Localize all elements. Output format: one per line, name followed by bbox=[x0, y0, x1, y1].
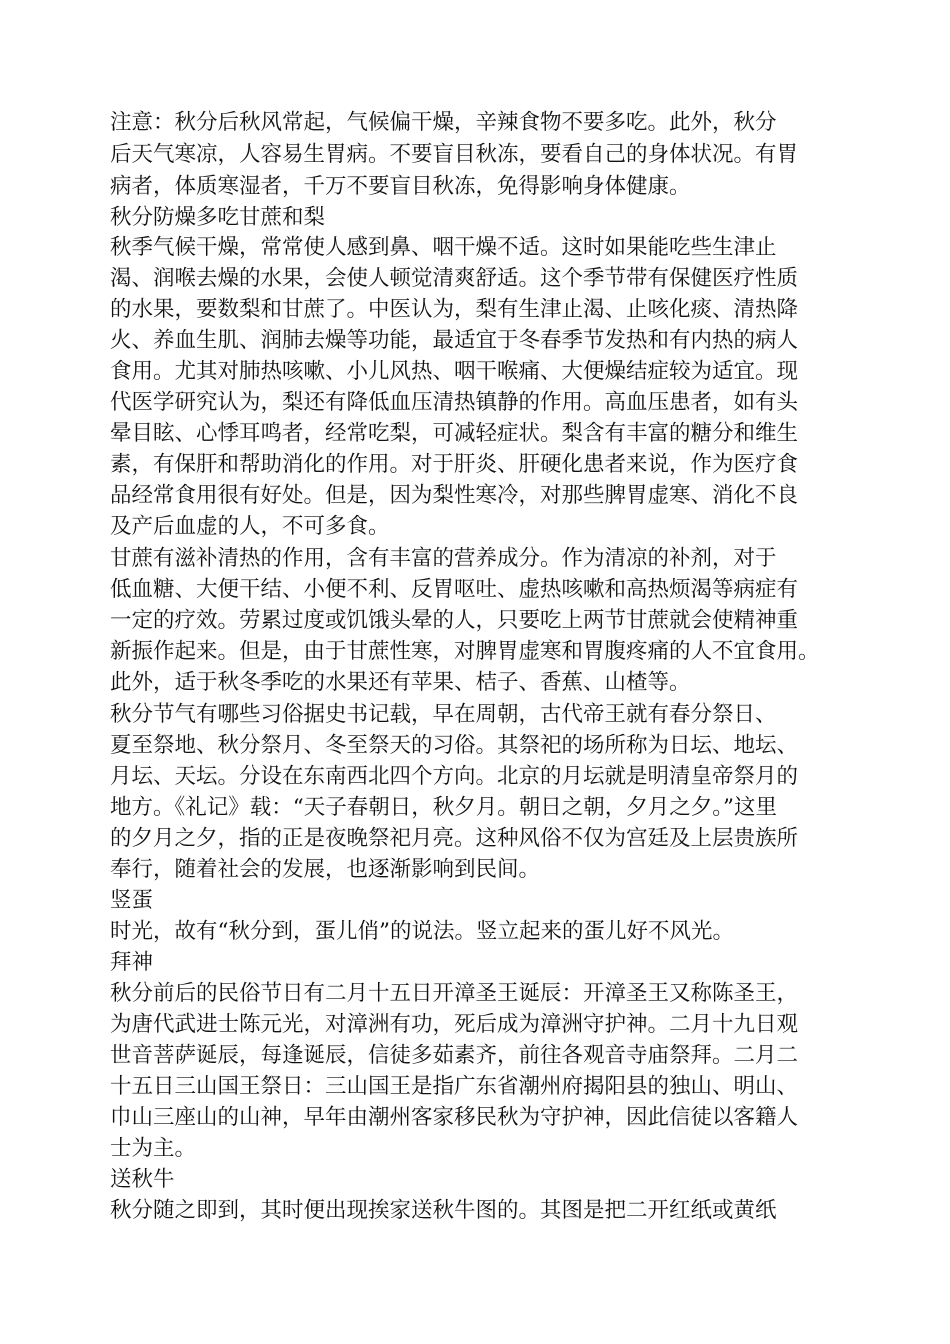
text-line: 甘蔗有滋补清热的作用，含有丰富的营养成分。作为清凉的补剂，对于 bbox=[110, 546, 777, 571]
text-line: 秋分前后的民俗节日有二月十五日开漳圣王诞辰：开漳圣王又称陈圣王， bbox=[110, 981, 799, 1006]
text-line: 奉行，随着社会的发展，也逐渐影响到民间。 bbox=[110, 857, 541, 882]
text-line: 病者，体质寒湿者，千万不要盲目秋冻，免得影响身体健康。 bbox=[110, 174, 691, 199]
text-line: 士为主。 bbox=[110, 1136, 197, 1161]
text-line: 及产后血虚的人，不可多食。 bbox=[110, 514, 390, 539]
section-heading: 送秋牛 bbox=[110, 1167, 175, 1192]
text-line: 夏至祭地、秋分祭月、冬至祭天的习俗。其祭祀的场所称为日坛、地坛、 bbox=[110, 733, 799, 758]
text-line: 食用。尤其对肺热咳嗽、小儿风热、咽干喉痛、大便燥结症较为适宜。现 bbox=[110, 359, 799, 384]
text-line: 一定的疗效。劳累过度或饥饿头晕的人，只要吃上两节甘蔗就会使精神重 bbox=[110, 608, 799, 633]
text-line: 的夕月之夕，指的正是夜晚祭祀月亮。这种风俗不仅为宫廷及上层贵族所 bbox=[110, 826, 799, 851]
text-line: 渴、润喉去燥的水果，会使人顿觉清爽舒适。这个季节带有保健医疗性质 bbox=[110, 266, 799, 291]
text-line: 十五日三山国王祭日：三山国王是指广东省潮州府揭阳县的独山、明山、 bbox=[110, 1074, 799, 1099]
section-heading: 秋分防燥多吃甘蔗和梨 bbox=[110, 205, 326, 230]
text-line: 素，有保肝和帮助消化的作用。对于肝炎、肝硬化患者来说，作为医疗食 bbox=[110, 452, 799, 477]
text-line: 品经常食用很有好处。但是，因为梨性寒冷，对那些脾胃虚寒、消化不良 bbox=[110, 483, 799, 508]
text-line: 月坛、天坛。分设在东南西北四个方向。北京的月坛就是明清皇帝祭月的 bbox=[110, 764, 799, 789]
text-line: 注意：秋分后秋风常起，气候偏干燥，辛辣食物不要多吃。此外，秋分 bbox=[110, 110, 777, 135]
text-line: 秋季气候干燥，常常使人感到鼻、咽干燥不适。这时如果能吃些生津止 bbox=[110, 235, 777, 260]
section-heading: 拜神 bbox=[110, 950, 154, 975]
text-line: 后天气寒凉，人容易生胃病。不要盲目秋冻，要看自己的身体状况。有胃 bbox=[110, 142, 799, 167]
text-line: 此外，适于秋冬季吃的水果还有苹果、桔子、香蕉、山楂等。 bbox=[110, 670, 691, 695]
text-line: 晕目眩、心悸耳鸣者，经常吃梨，可减轻症状。梨含有丰富的糖分和维生 bbox=[110, 421, 799, 446]
text-line: 时光，故有“秋分到，蛋儿俏”的说法。竖立起来的蛋儿好不风光。 bbox=[110, 919, 734, 944]
text-line: 秋分随之即到，其时便出现挨家送秋牛图的。其图是把二开红纸或黄纸 bbox=[110, 1198, 777, 1223]
text-line: 新振作起来。但是，由于甘蔗性寒，对脾胃虚寒和胃腹疼痛的人不宜食用。 bbox=[110, 639, 820, 664]
text-line: 的水果，要数梨和甘蔗了。中医认为，梨有生津止渴、止咳化痰、清热降 bbox=[110, 297, 799, 322]
text-line: 巾山三座山的山神，早年由潮州客家移民秋为守护神，因此信徒以客籍人 bbox=[110, 1105, 799, 1130]
text-line: 地方。《礼记》载：“天子春朝日，秋夕月。朝日之朝，夕月之夕。”这里 bbox=[110, 795, 777, 820]
text-line: 为唐代武进士陈元光，对漳洲有功，死后成为漳洲守护神。二月十九日观 bbox=[110, 1012, 799, 1037]
text-line: 低血糖、大便干结、小便不利、反胃呕吐、虚热咳嗽和高热烦渴等病症有 bbox=[110, 577, 799, 602]
text-line: 世音菩萨诞辰，每逢诞辰，信徒多茹素齐，前往各观音寺庙祭拜。二月二 bbox=[110, 1043, 799, 1068]
text-line: 代医学研究认为，梨还有降低血压清热镇静的作用。高血压患者，如有头 bbox=[110, 390, 799, 415]
text-line: 火、养血生肌、润肺去燥等功能，最适宜于冬春季节发热和有内热的病人 bbox=[110, 328, 799, 353]
text-line: 秋分节气有哪些习俗据史书记载，早在周朝，古代帝王就有春分祭日、 bbox=[110, 702, 777, 727]
section-heading: 竖蛋 bbox=[110, 888, 154, 913]
